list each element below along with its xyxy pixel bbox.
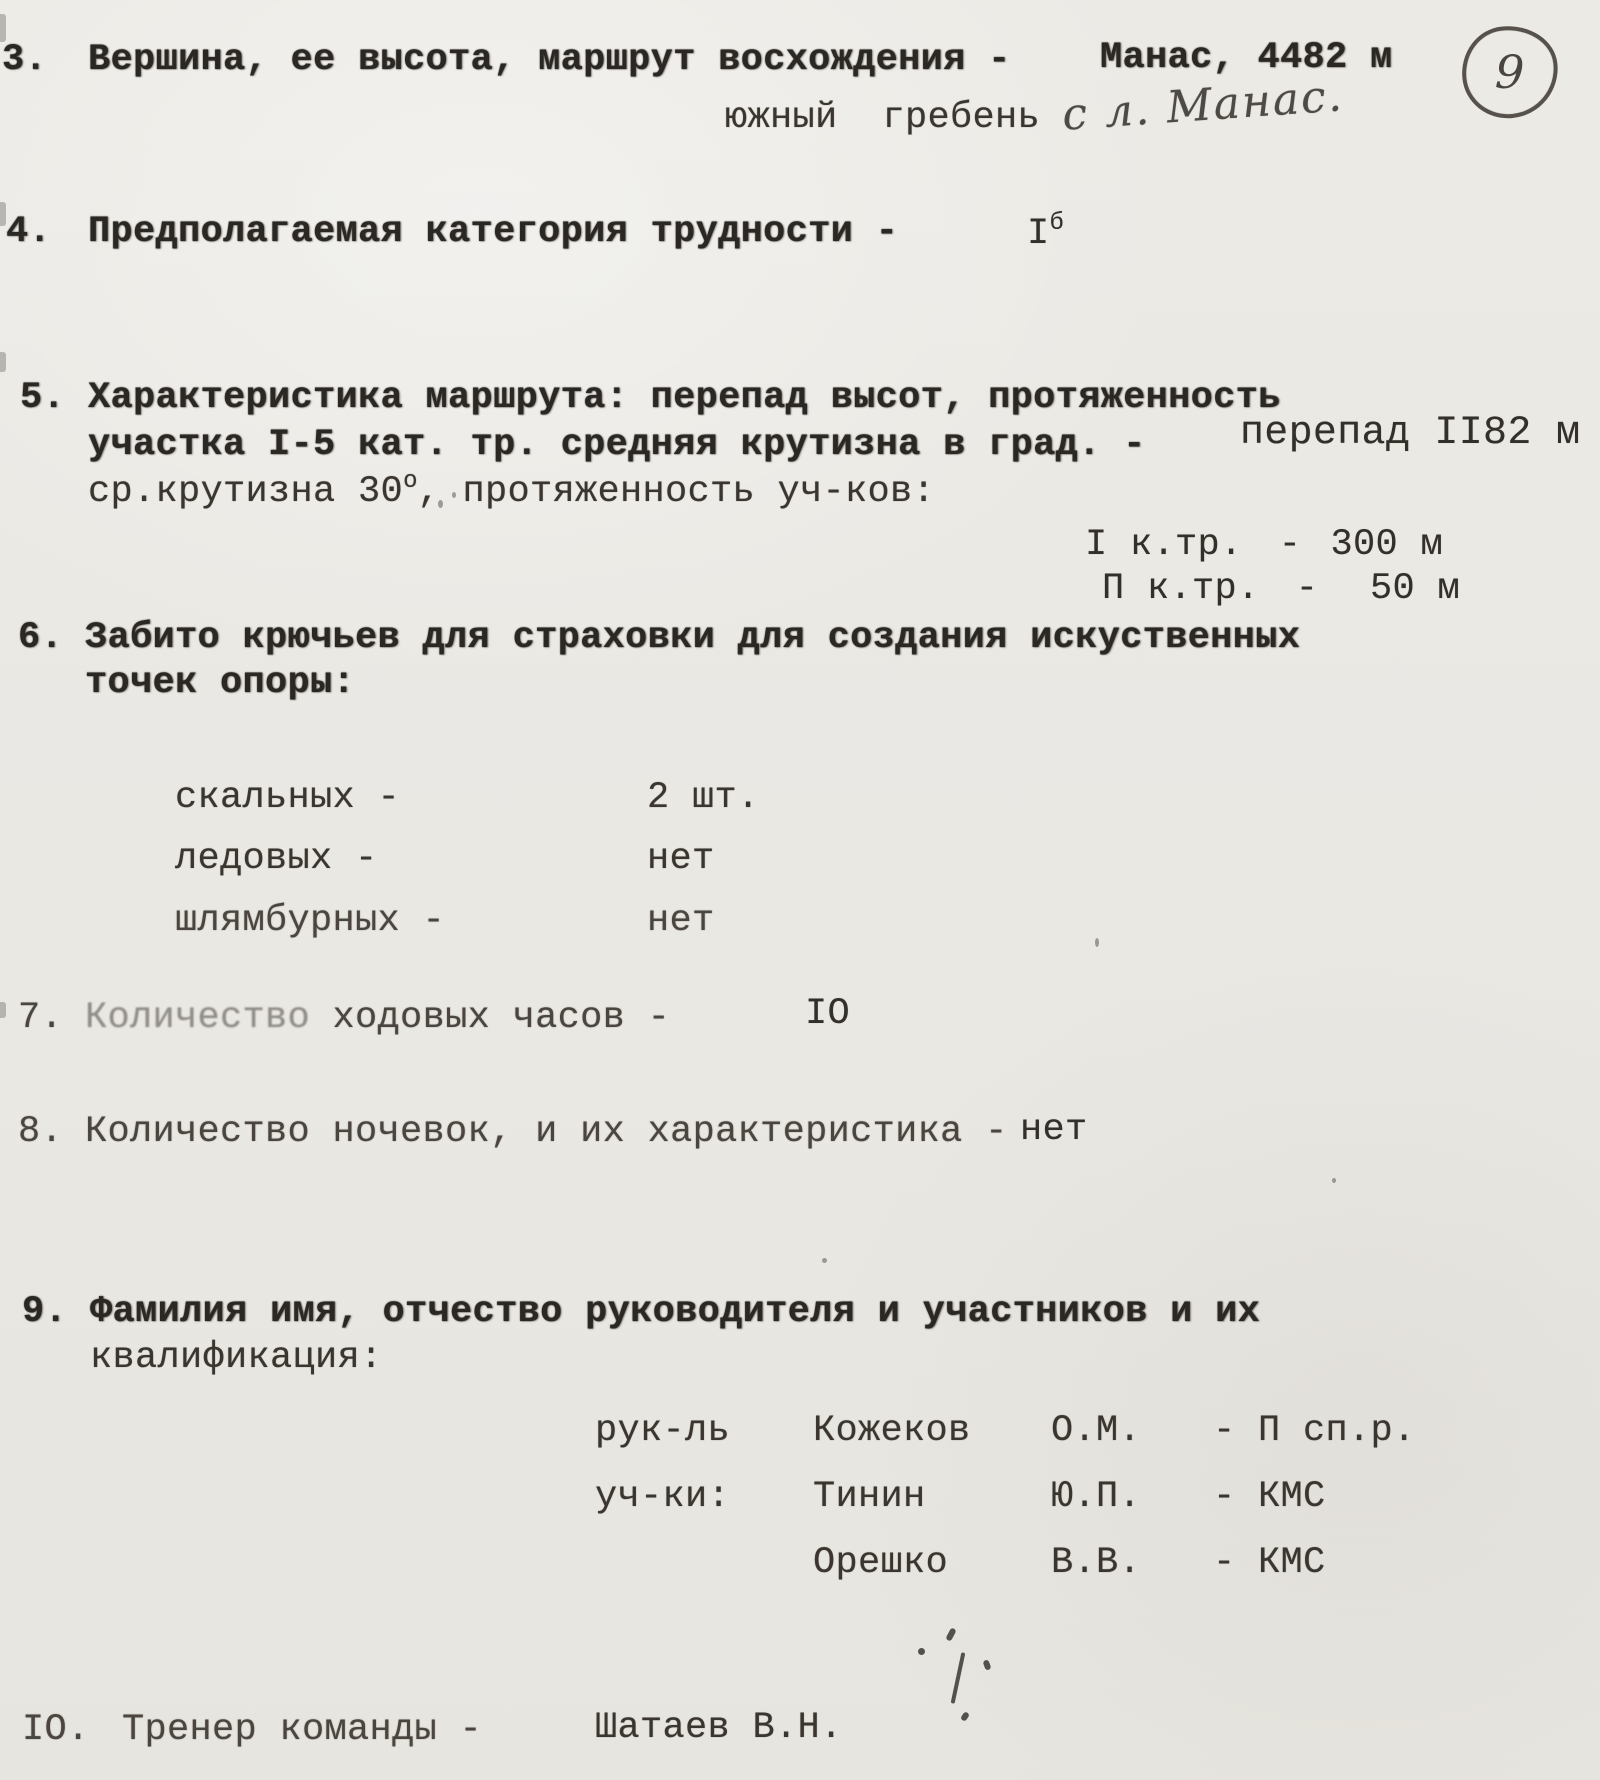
item9-line2: квалификация: [90, 1337, 383, 1379]
item4-number: 4. [6, 211, 52, 253]
item3-handwritten-note: с л. Манас. [1060, 70, 1346, 141]
scan-speck [1095, 938, 1099, 947]
ink-smudge [918, 1648, 925, 1655]
scan-speck [1332, 1178, 1336, 1183]
item10-value: Шатаев В.Н. [595, 1707, 843, 1749]
item7-value: IО [805, 993, 851, 1035]
participant-initials: Ю.П. [1051, 1475, 1142, 1518]
scan-speck [452, 492, 456, 498]
item9-line1: Фамилия имя, отчество руководителя и участников и их [90, 1291, 1261, 1333]
section-length-value: 300 м [1330, 523, 1444, 566]
item7-label-rest: ходовых часов - [310, 997, 671, 1039]
scan-edge-artifact [0, 352, 6, 372]
item5-line1: Характеристика маршрута: перепад высот, протяженность [88, 377, 1281, 419]
participant-qualification: - П сп.р. [1213, 1409, 1416, 1452]
ink-smudge [960, 1711, 970, 1722]
item10-number: IО. [22, 1709, 90, 1751]
participant-initials: В.В. [1051, 1541, 1142, 1584]
item7-label [85, 998, 670, 1039]
item3-label: Вершина, ее высота, маршрут восхождения - [88, 39, 1011, 81]
section-grade-label: П к.тр. [1102, 567, 1260, 610]
item4-value-superscript: б [1049, 210, 1064, 237]
item6-line2: точек опоры: [85, 662, 356, 704]
item9-number: 9. [22, 1291, 68, 1333]
piton-type-label: скальных - [175, 776, 401, 819]
ink-smudge [951, 1652, 966, 1704]
item5-line3-pre: ср.крутизна 30 [88, 471, 404, 513]
scan-edge-artifact [0, 202, 6, 226]
item6-number: 6. [18, 617, 64, 659]
section-grade-label: I к.тр. [1085, 523, 1243, 566]
participant-role: рук-ль [595, 1409, 731, 1452]
item5-number: 5. [20, 377, 66, 419]
item6-line1: Забито крючьев для страховки для создания искуственных [85, 617, 1301, 659]
item3-number: 3. [2, 39, 48, 81]
item10-label: Тренер команды - [122, 1709, 483, 1751]
item4-value-base: I [1027, 213, 1050, 255]
item5-line3 [88, 468, 936, 513]
ink-smudge [982, 1659, 991, 1670]
item4-value [1027, 210, 1064, 255]
dash: - [1295, 567, 1319, 610]
scan-edge-artifact [0, 14, 6, 42]
item8-value: нет [1020, 1109, 1088, 1151]
item5-line2: участка I-5 кат. тр. средняя крутизна в град. - [88, 424, 1146, 466]
piton-type-label: шлямбурных - [175, 899, 446, 942]
ink-smudge [945, 1627, 956, 1641]
participant-surname: Орешко [813, 1541, 949, 1584]
participant-role: уч-ки: [595, 1475, 731, 1518]
participant-surname: Тинин [813, 1475, 926, 1518]
piton-type-label: ледовых - [175, 837, 378, 880]
scan-speck [438, 500, 443, 508]
item5-elevation-value: перепад II82 м [1240, 411, 1581, 456]
page-number-circle [1457, 21, 1562, 123]
item3-line2: южный гребень [725, 97, 1041, 139]
participant-surname: Кожеков [813, 1409, 971, 1452]
degree-superscript: о [403, 468, 418, 495]
scan-edge-artifact [0, 1002, 6, 1018]
page-number: 9 [1494, 44, 1526, 100]
scan-speck [822, 1258, 827, 1263]
item8-number: 8. [18, 1111, 64, 1153]
item7-number: 7. [18, 997, 64, 1039]
dash: - [1278, 523, 1302, 566]
piton-row [85, 860, 715, 982]
piton-count-value: нет [647, 899, 715, 942]
piton-count-value: нет [647, 837, 715, 880]
item7-label-faded: Количество [85, 997, 311, 1039]
item8-label: Количество ночевок, и их характеристика - [85, 1111, 1008, 1153]
participant-row [505, 1502, 1326, 1624]
participant-qualification: - КМС [1213, 1475, 1326, 1518]
section-length-value: 50 м [1370, 567, 1461, 610]
item3-value: Манас, 4482 м [1100, 37, 1393, 79]
piton-count-value: 2 шт. [647, 776, 760, 819]
participant-initials: О.М. [1051, 1409, 1142, 1452]
item5-line3-post: , протяженность уч-ков: [417, 471, 936, 513]
participant-qualification: - КМС [1213, 1541, 1326, 1584]
item4-label: Предполагаемая категория трудности - [88, 211, 899, 253]
